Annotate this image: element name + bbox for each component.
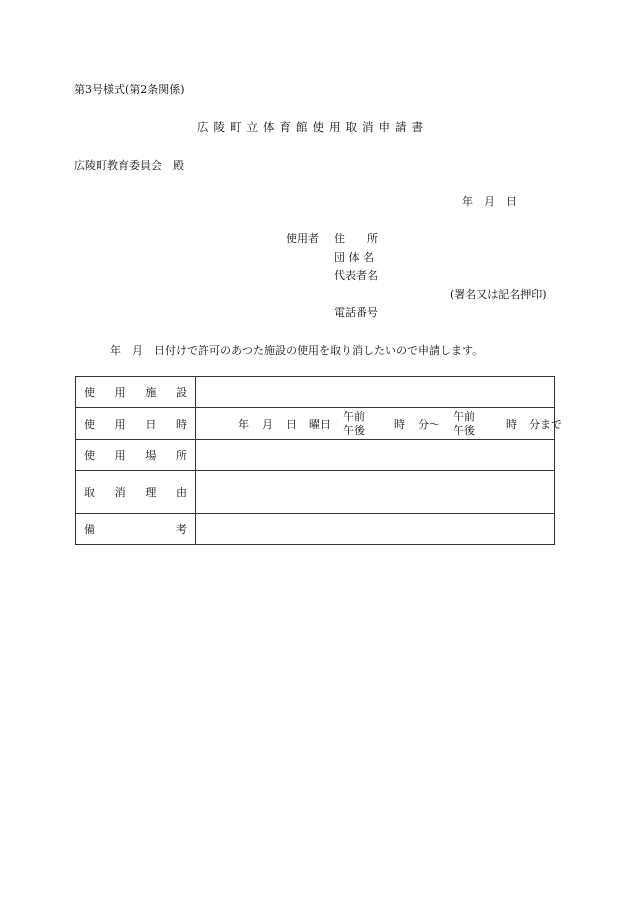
- reason-label: 取 消 理 由: [84, 486, 187, 499]
- row-label: [76, 471, 196, 514]
- row-label: [76, 377, 196, 408]
- representative-label: 代表者名: [334, 269, 378, 282]
- dt-pm-1: 午後: [343, 424, 365, 437]
- dt-min-to: 分まで: [529, 418, 562, 431]
- dt-weekday: 曜日: [309, 418, 331, 431]
- dt-day: 日: [286, 418, 297, 431]
- remarks-label: 備 考: [84, 523, 187, 536]
- table-row: [76, 440, 555, 471]
- address-label: 住 所: [334, 232, 378, 245]
- facility-label: 使 用 施 設: [84, 386, 187, 399]
- signature-note: (署名又は記名押印): [450, 288, 547, 301]
- group-name-label: 団 体 名: [334, 251, 374, 264]
- table-row: [76, 408, 555, 440]
- info-table: [75, 376, 562, 545]
- form-number: 第3号様式(第2条関係): [74, 83, 185, 96]
- dt-year: 年: [238, 418, 249, 431]
- statement: 年 月 日付けで許可のあつた施設の使用を取り消したいので申請します。: [110, 344, 484, 357]
- date-line: 年 月 日: [462, 195, 517, 208]
- document-title: 広陵町立体育館使用取消申請書: [197, 120, 428, 134]
- dt-ampm-2: [453, 410, 475, 438]
- applicant-label: 使用者: [286, 232, 319, 245]
- dt-am-1: 午前: [343, 410, 365, 423]
- dt-hour-1: 時: [394, 418, 405, 431]
- datetime-value[interactable]: [196, 408, 562, 440]
- dt-pm-2: 午後: [453, 424, 475, 437]
- dt-month: 月: [262, 418, 273, 431]
- reason-value[interactable]: [196, 471, 555, 514]
- table-row: [76, 471, 555, 514]
- facility-value[interactable]: [196, 377, 555, 408]
- dt-hour-2: 時: [506, 418, 517, 431]
- place-label: 使 用 場 所: [84, 449, 187, 462]
- table-row: [76, 514, 555, 545]
- row-label: [76, 514, 196, 545]
- dt-min-from: 分～: [418, 418, 440, 431]
- addressee: 広陵町教育委員会 殿: [74, 159, 184, 172]
- row-label: [76, 408, 196, 440]
- remarks-value[interactable]: [196, 514, 555, 545]
- row-label: [76, 440, 196, 471]
- datetime-label: 使 用 日 時: [84, 417, 187, 431]
- place-value[interactable]: [196, 440, 555, 471]
- dt-ampm-1: [343, 410, 365, 438]
- dt-am-2: 午前: [453, 410, 475, 423]
- phone-label: 電話番号: [334, 306, 378, 319]
- table-row: [76, 377, 555, 408]
